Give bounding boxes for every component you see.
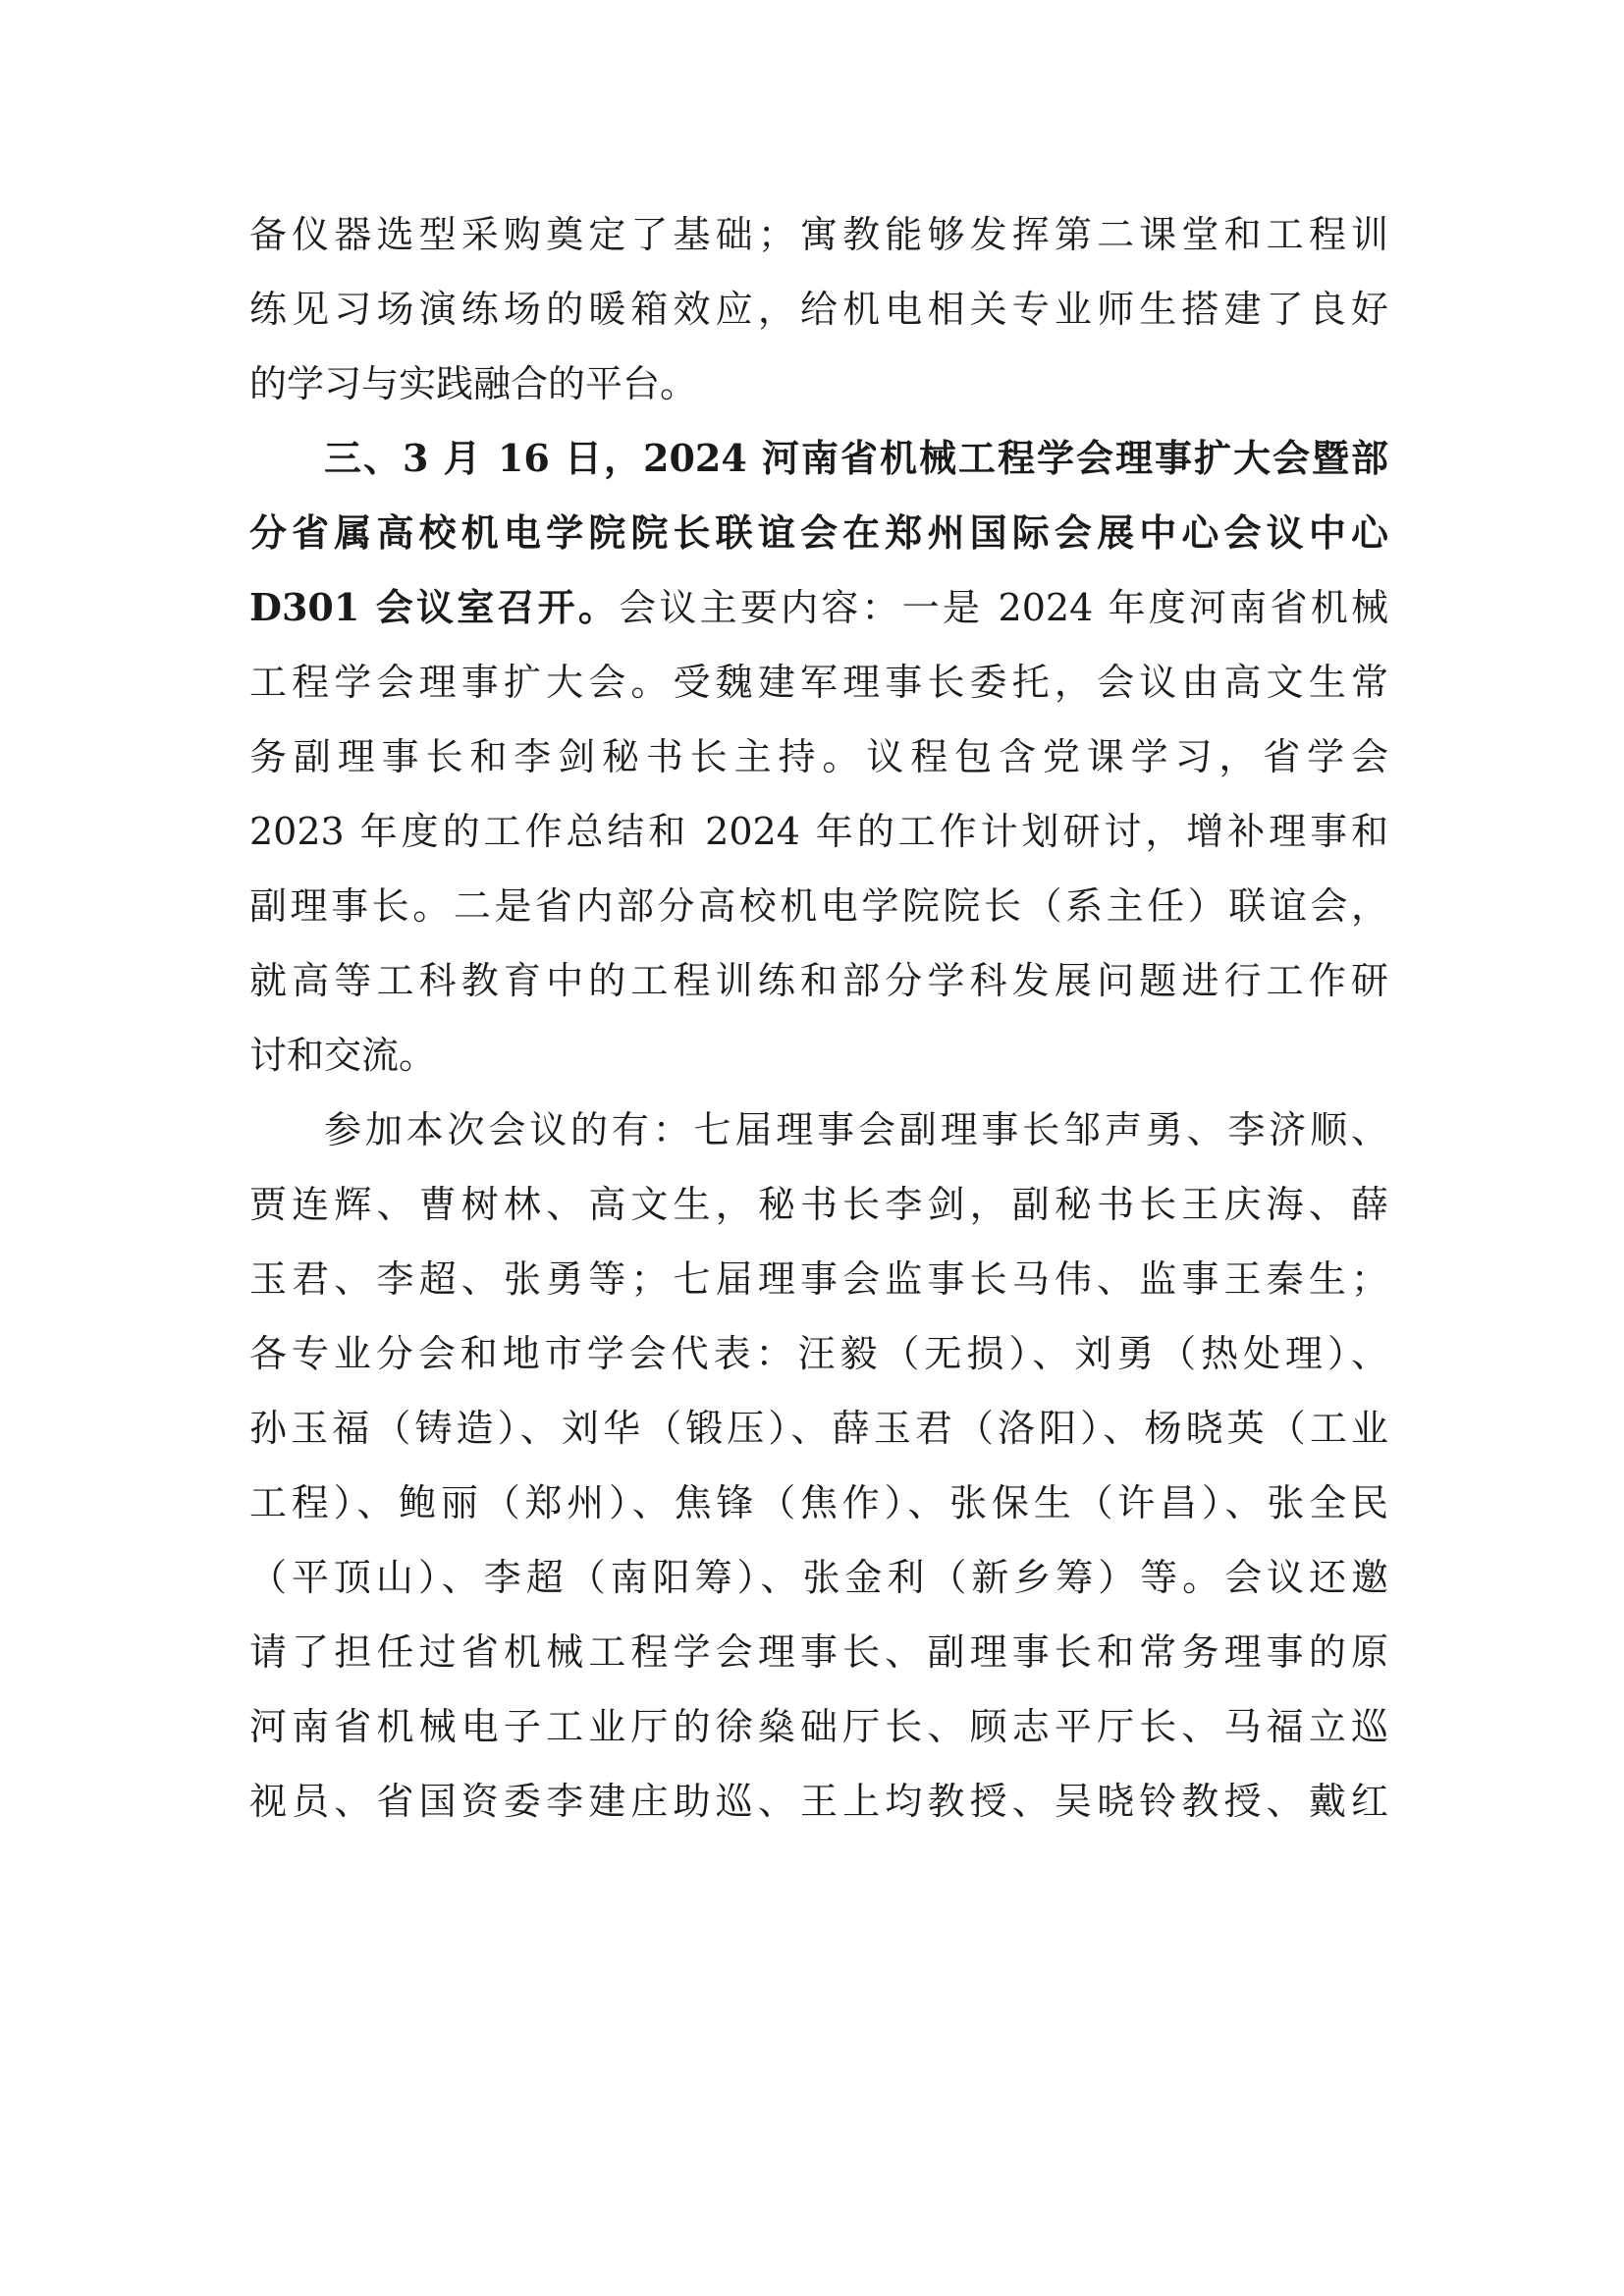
- text-line: [249, 577, 1388, 638]
- text-line: [249, 279, 1388, 340]
- text-line: [249, 876, 1388, 936]
- text-segment: 备仪器选型采购奠定了基础；寓教能够发挥第二课堂和工程训: [249, 213, 1388, 256]
- text-segment: 务副理事长和李剑秘书长主持。议程包含党课学习，省学会: [249, 735, 1388, 778]
- text-segment: 视员、省国资委李建庄助巡、王上均教授、吴晓铃教授、戴红: [249, 1780, 1388, 1823]
- text-line: [249, 1398, 1388, 1459]
- text-segment: 参加本次会议的有：七届理事会副理事长邹声勇、李济顺、: [324, 1108, 1388, 1151]
- text-line: [249, 1472, 1388, 1533]
- text-segment: 讨和交流。: [249, 1034, 437, 1077]
- text-line: [249, 1771, 1388, 1832]
- text-segment: 请了担任过省机械工程学会理事长、副理事长和常务理事的原: [249, 1630, 1388, 1674]
- text-line: [324, 1099, 1388, 1160]
- bold-text-segment: 三、3 月 16 日，2024 河南省机械工程学会理事扩大会暨部: [324, 436, 1388, 480]
- text-line: [249, 801, 1388, 862]
- text-segment: 练见习场演练场的暖箱效应，给机电相关专业师生搭建了良好: [249, 288, 1388, 331]
- text-segment: 孙玉福（铸造）、刘华（锻压）、薛玉君（洛阳）、杨晓英（工业: [249, 1407, 1388, 1450]
- text-segment: 副理事长。二是省内部分高校机电学院院长（系主任）联谊会，: [249, 884, 1388, 928]
- text-segment: 就高等工科教育中的工程训练和部分学科发展问题进行工作研: [249, 959, 1388, 1002]
- text-line: [249, 950, 1388, 1011]
- text-segment: 的学习与实践融合的平台。: [249, 362, 698, 405]
- text-line: [249, 1547, 1388, 1608]
- text-line: [249, 503, 1388, 563]
- text-line: [249, 1025, 1388, 1086]
- text-segment: 工程学会理事扩大会。受魏建军理事长委托，会议由高文生常: [249, 661, 1388, 704]
- text-segment: 玉君、李超、张勇等；七届理事会监事长马伟、监事王秦生；: [249, 1257, 1388, 1301]
- text-line: [249, 1174, 1388, 1235]
- bold-text-segment: 分省属高校机电学院院长联谊会在郑州国际会展中心会议中心: [249, 510, 1388, 555]
- bold-text-segment: D301 会议室召开。: [249, 585, 620, 629]
- text-line: [324, 428, 1388, 489]
- text-line: [249, 1323, 1388, 1384]
- text-line: [249, 353, 1388, 414]
- text-line: [249, 1622, 1388, 1682]
- text-segment: 会议主要内容：一是 2024 年度河南省机械: [619, 586, 1388, 629]
- text-segment: 工程）、鲍丽（郑州）、焦锋（焦作）、张保生（许昌）、张全民: [249, 1481, 1388, 1524]
- text-line: [249, 726, 1388, 787]
- text-segment: 2023 年度的工作总结和 2024 年的工作计划研讨，增补理事和: [249, 810, 1388, 853]
- text-segment: 各专业分会和地市学会代表：汪毅（无损）、刘勇（热处理）、: [249, 1332, 1388, 1375]
- text-line: [249, 204, 1388, 265]
- text-segment: 贾连辉、曹树林、高文生，秘书长李剑，副秘书长王庆海、薛: [249, 1183, 1388, 1226]
- text-line: [249, 1696, 1388, 1757]
- text-segment: 河南省机械电子工业厅的徐燊础厅长、顾志平厅长、马福立巡: [249, 1705, 1388, 1748]
- text-line: [249, 1249, 1388, 1309]
- text-segment: （平顶山）、李超（南阳筹）、张金利（新乡筹）等。会议还邀: [249, 1556, 1388, 1599]
- text-line: [249, 652, 1388, 713]
